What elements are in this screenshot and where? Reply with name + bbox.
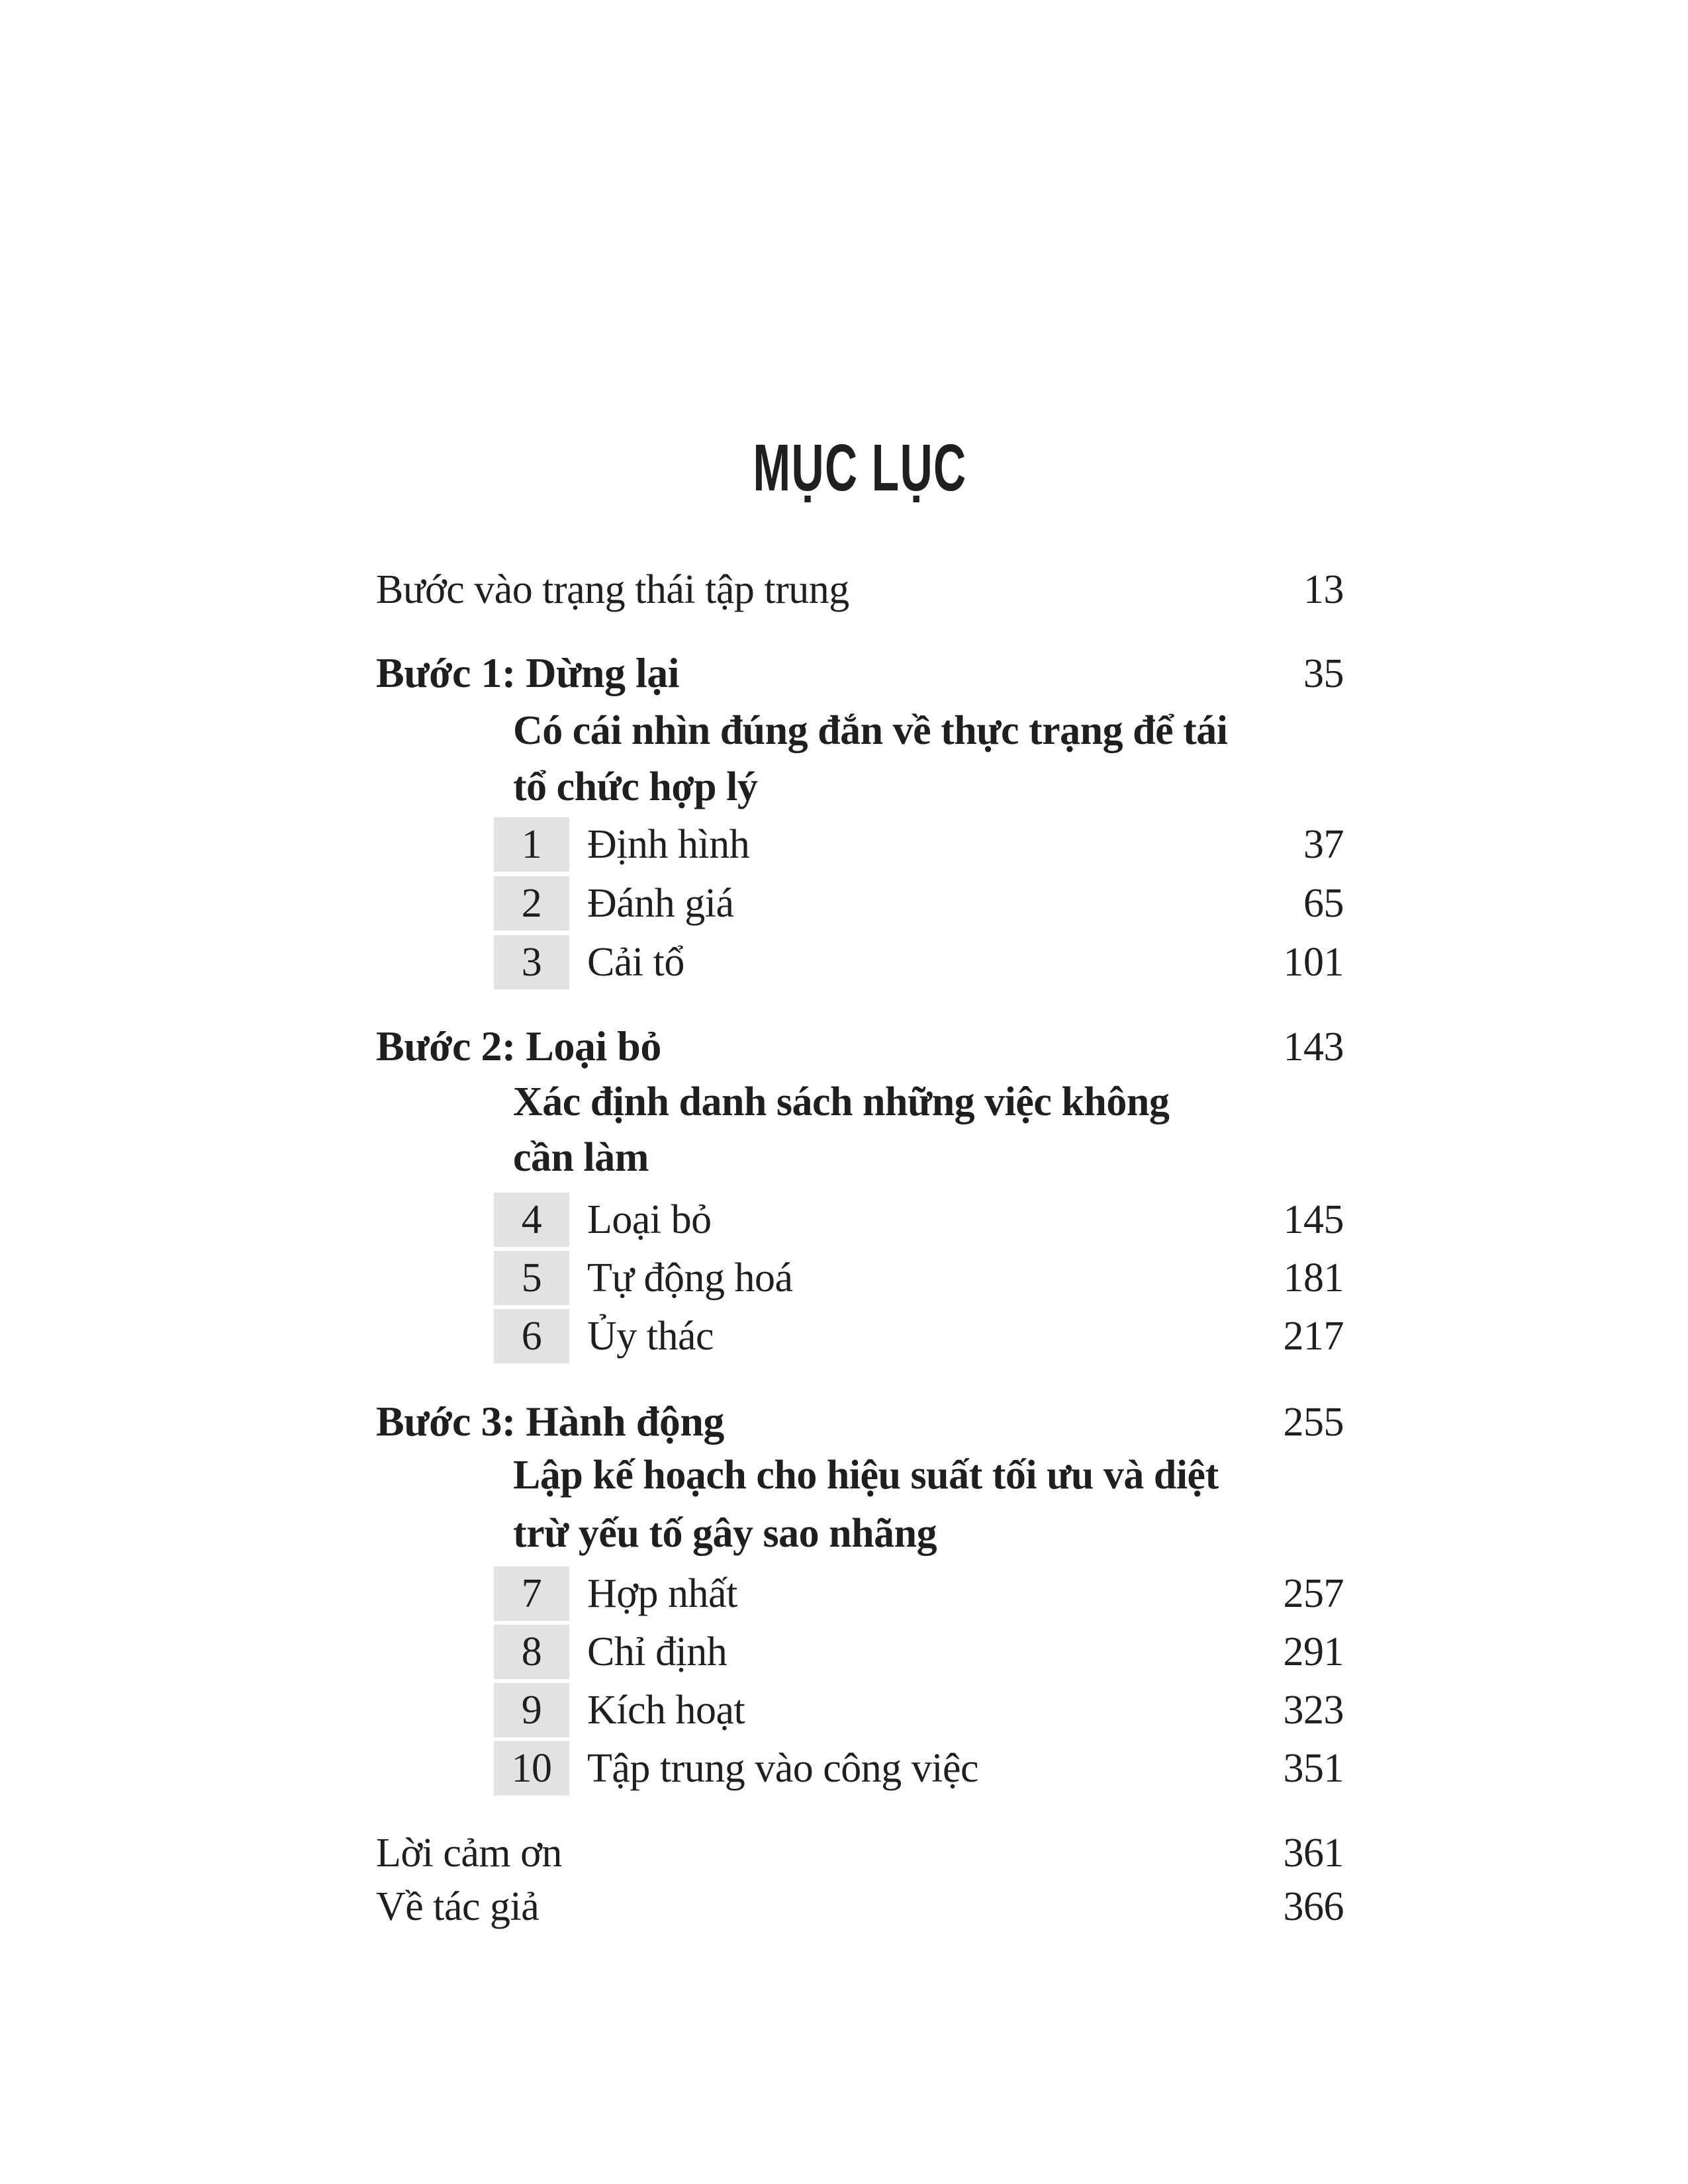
chapter-title: Ủy thác — [587, 1314, 714, 1359]
toc-entry-label: Về tác giả — [376, 1884, 539, 1929]
chapter-number-box: 1 — [494, 817, 569, 872]
chapter-title: Chỉ định — [587, 1629, 727, 1674]
section-heading-label: Bước 2: Loại bỏ — [376, 1023, 661, 1069]
chapter-number-box: 4 — [494, 1193, 569, 1247]
section-heading-label: Bước 1: Dừng lại — [376, 649, 680, 696]
section-subtitle-2-line-1: Xác định danh sách những việc không — [513, 1079, 1170, 1124]
page-number: 366 — [1283, 1884, 1344, 1929]
chapter-row-3 — [494, 935, 1344, 989]
section-subtitle-1-line-2: tổ chức hợp lý — [513, 764, 758, 809]
chapter-number-box: 3 — [494, 935, 569, 989]
chapter-title: Định hình — [587, 822, 750, 867]
page-number: 101 — [1283, 940, 1344, 985]
chapter-number-box: 6 — [494, 1309, 569, 1363]
chapter-number-box: 5 — [494, 1251, 569, 1305]
chapter-number-box: 8 — [494, 1625, 569, 1679]
chapter-title: Hợp nhất — [587, 1571, 737, 1616]
section-heading-2 — [376, 1025, 1344, 1068]
page-number: 217 — [1283, 1314, 1344, 1359]
section-subtitle-3-line-1: Lập kế hoạch cho hiệu suất tối ưu và diệt — [513, 1453, 1219, 1498]
page-number: 181 — [1283, 1255, 1344, 1300]
section-heading-label: Bước 3: Hành động — [376, 1398, 724, 1445]
chapter-row-1 — [494, 817, 1344, 872]
chapter-title: Đánh giá — [587, 881, 734, 926]
toc-entry-intro — [376, 569, 1344, 610]
section-subtitle-2-line-2: cần làm — [513, 1135, 649, 1180]
page-number: 361 — [1283, 1831, 1344, 1876]
toc-entry-label: Bước vào trạng thái tập trung — [376, 567, 849, 612]
page-number: 291 — [1283, 1629, 1344, 1674]
chapter-number-box: 9 — [494, 1683, 569, 1737]
chapter-number-box: 10 — [494, 1741, 569, 1796]
chapter-number-box: 7 — [494, 1567, 569, 1621]
chapter-row-6 — [494, 1309, 1344, 1363]
chapter-title: Tập trung vào công việc — [587, 1746, 979, 1791]
page-number: 13 — [1303, 567, 1344, 612]
section-subtitle-3-line-2: trừ yếu tố gây sao nhãng — [513, 1511, 937, 1556]
page-number: 145 — [1283, 1197, 1344, 1242]
toc-entry-about-author — [376, 1886, 1344, 1927]
page-number: 37 — [1303, 822, 1344, 867]
chapter-row-4 — [494, 1193, 1344, 1247]
chapter-row-9 — [494, 1683, 1344, 1737]
page-number: 65 — [1303, 881, 1344, 926]
page-number: 35 — [1303, 651, 1344, 696]
page-number: 323 — [1283, 1688, 1344, 1733]
page-number: 255 — [1283, 1400, 1344, 1445]
chapter-row-2 — [494, 876, 1344, 931]
page-number: 143 — [1283, 1024, 1344, 1069]
chapter-row-10 — [494, 1741, 1344, 1796]
chapter-row-5 — [494, 1251, 1344, 1305]
chapter-row-8 — [494, 1625, 1344, 1679]
page-title: MỤC LỤC — [753, 431, 967, 505]
chapter-title: Loại bỏ — [587, 1197, 712, 1242]
chapter-number-box: 2 — [494, 876, 569, 931]
chapter-row-7 — [494, 1567, 1344, 1621]
chapter-title: Tự động hoá — [587, 1255, 793, 1300]
toc-entry-label: Lời cảm ơn — [376, 1831, 562, 1876]
section-heading-3 — [376, 1400, 1344, 1443]
toc-entry-acknowledgements — [376, 1833, 1344, 1874]
chapter-title: Cải tổ — [587, 940, 684, 985]
page-number: 351 — [1283, 1746, 1344, 1791]
page-number: 257 — [1283, 1571, 1344, 1616]
section-heading-1 — [376, 649, 1344, 696]
chapter-title: Kích hoạt — [587, 1688, 745, 1733]
section-subtitle-1-line-1: Có cái nhìn đúng đắn về thực trạng để tái — [513, 708, 1228, 753]
